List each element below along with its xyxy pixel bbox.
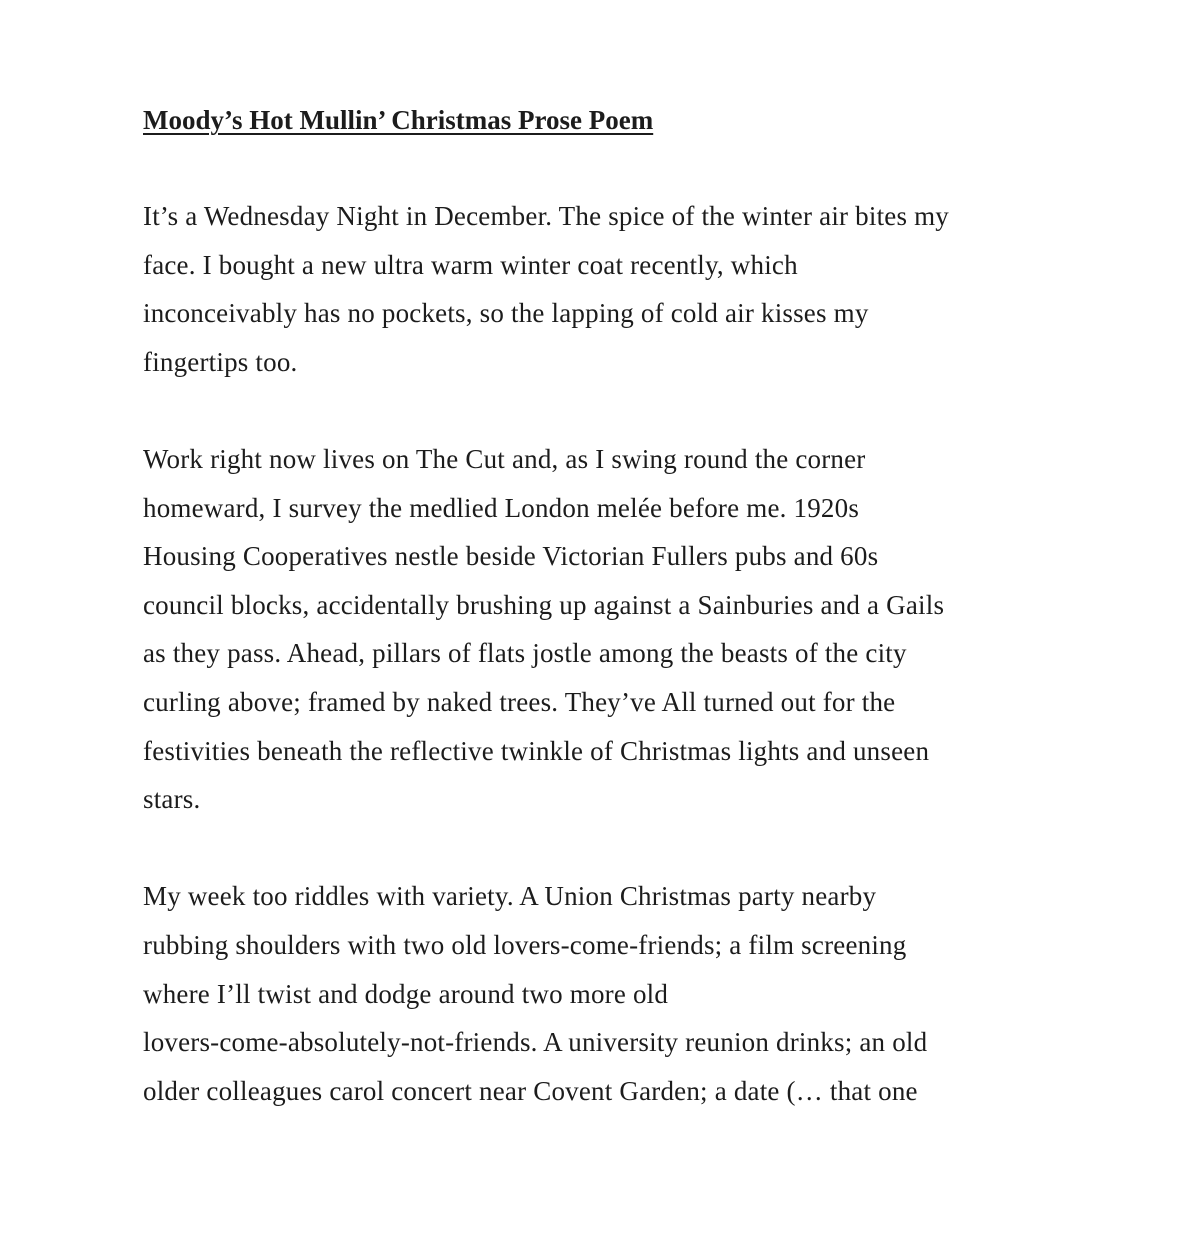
paragraph-2 <box>143 435 1053 824</box>
text-line: where I’ll twist and dodge around two more old <box>143 978 669 1009</box>
text-line: Housing Cooperatives nestle beside Victorian Fullers pubs and 60s <box>143 541 879 572</box>
text-line: as they pass. Ahead, pillars of flats jostle among the beasts of the city <box>143 638 907 669</box>
text-line: older colleagues carol concert near Covent Garden; a date (… that one <box>143 1075 918 1106</box>
text-line: curling above; framed by naked trees. They’ve All turned out for the <box>143 686 896 717</box>
text-line: stars. <box>143 784 201 815</box>
text-line: It’s a Wednesday Night in December. The spice of the winter air bites my <box>143 201 950 231</box>
text-line: inconceivably has no pockets, so the lapping of cold air kisses my <box>143 298 869 329</box>
text-line: fingertips too. <box>143 346 298 377</box>
paragraph-1 <box>143 192 1053 386</box>
text-line: festivities beneath the reflective twinkle of Christmas lights and unseen <box>143 735 930 766</box>
text-line: council blocks, accidentally brushing up against a Sainburies and a Gails <box>143 589 945 620</box>
text-line: lovers-come-absolutely-not-friends. A university reunion drinks; an old <box>143 1027 928 1058</box>
poem-title: Moody’s Hot Mullin’ Christmas Prose Poem <box>143 105 654 135</box>
paragraph-3 <box>143 872 1053 1115</box>
text-line: face. I bought a new ultra warm winter coat recently, which <box>143 249 798 280</box>
text-line: Work right now lives on The Cut and, as I swing round the corner <box>143 443 866 474</box>
text-line: homeward, I survey the medlied London melée before me. 1920s <box>143 492 860 523</box>
text-line: My week too riddles with variety. A Union Christmas party nearby <box>143 881 877 912</box>
document-body <box>143 96 1053 1164</box>
text-line: rubbing shoulders with two old lovers-come-friends; a film screening <box>143 929 907 960</box>
